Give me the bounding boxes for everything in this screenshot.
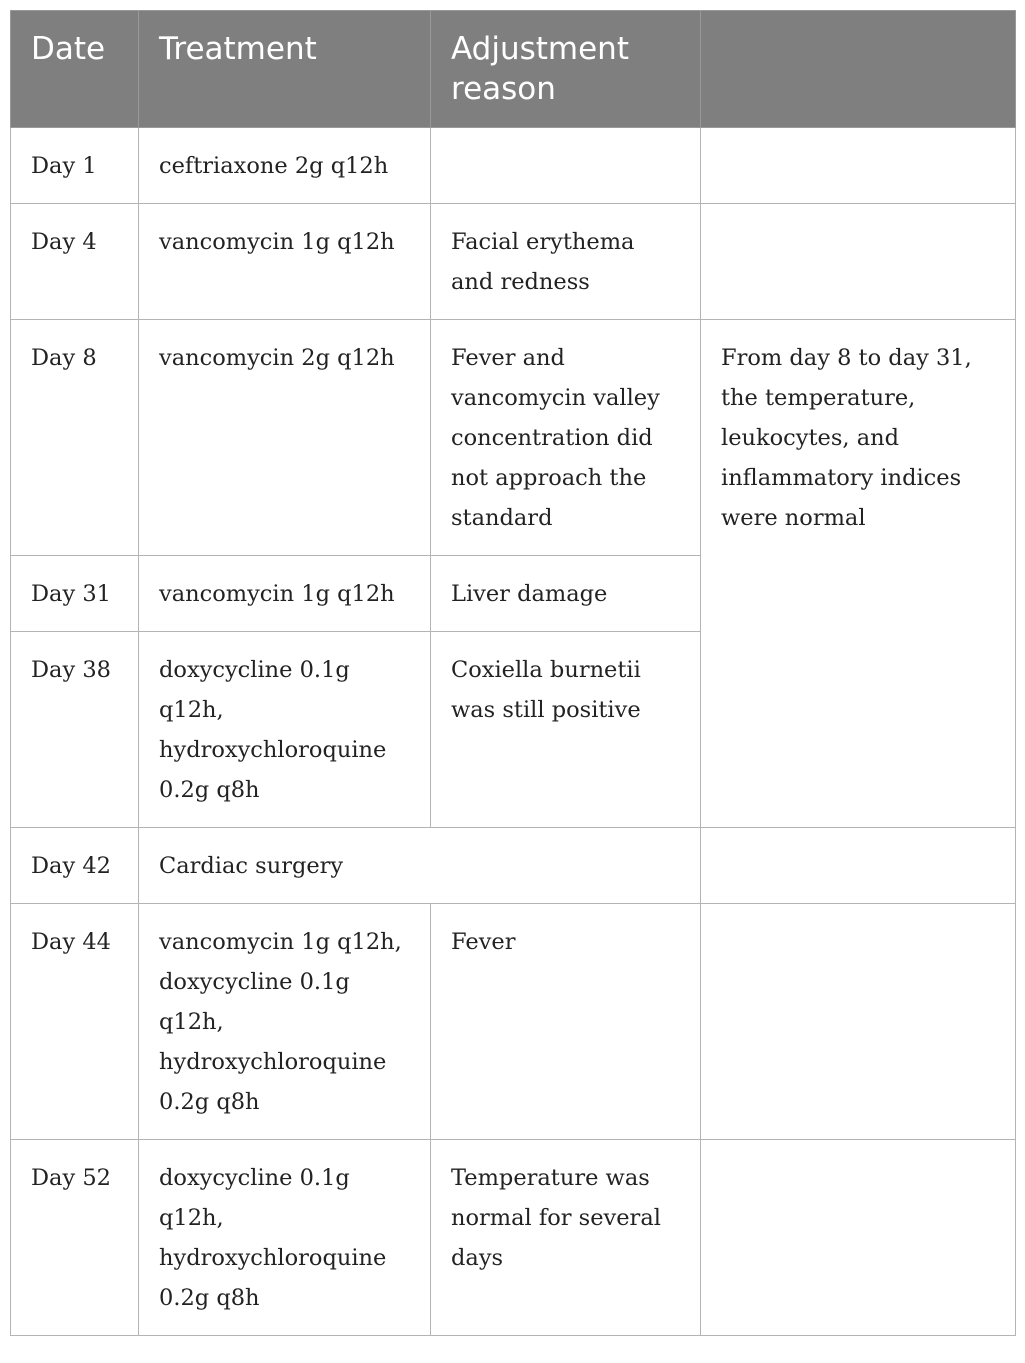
table-row [11,828,1016,904]
cell-note [701,828,1016,904]
cell-treatment: ceftriaxone 2g q12h [139,128,431,204]
cell-treatment: Cardiac surgery [139,828,701,904]
cell-date: Day 8 [11,320,139,556]
treatment-table [10,10,1016,1336]
cell-reason: Facial erythema and redness [431,204,701,320]
header-date: Date [11,11,139,128]
cell-note: From day 8 to day 31, the temperature, leukocytes, and inflammatory indices were normal [701,320,1016,828]
table-body [11,128,1016,1336]
cell-treatment: doxycycline 0.1g q12h, hydroxychloroquine 0.2g q8h [139,1140,431,1336]
cell-reason: Temperature was normal for several days [431,1140,701,1336]
cell-reason: Liver damage [431,556,701,632]
cell-reason: Fever [431,904,701,1140]
table-row [11,128,1016,204]
table-row [11,1140,1016,1336]
cell-date: Day 31 [11,556,139,632]
cell-treatment: vancomycin 1g q12h [139,556,431,632]
cell-date: Day 1 [11,128,139,204]
cell-note [701,204,1016,320]
cell-treatment: vancomycin 1g q12h, doxycycline 0.1g q12h, hydroxychloroquine 0.2g q8h [139,904,431,1140]
header-notes [701,11,1016,128]
header-treatment: Treatment [139,11,431,128]
cell-date: Day 38 [11,632,139,828]
table-row [11,904,1016,1140]
table-header [11,11,1016,128]
cell-treatment: vancomycin 1g q12h [139,204,431,320]
cell-date: Day 44 [11,904,139,1140]
cell-note [701,128,1016,204]
cell-date: Day 4 [11,204,139,320]
cell-treatment: vancomycin 2g q12h [139,320,431,556]
table-row [11,204,1016,320]
cell-date: Day 52 [11,1140,139,1336]
table-row [11,320,1016,556]
header-row [11,11,1016,128]
cell-note [701,904,1016,1140]
header-adjustment-reason: Adjustment reason [431,11,701,128]
cell-note [701,1140,1016,1336]
cell-reason [431,128,701,204]
cell-date: Day 42 [11,828,139,904]
cell-reason: Coxiella burnetii was still positive [431,632,701,828]
cell-treatment: doxycycline 0.1g q12h, hydroxychloroquine 0.2g q8h [139,632,431,828]
cell-reason: Fever and vancomycin valley concentration did not approach the standard [431,320,701,556]
